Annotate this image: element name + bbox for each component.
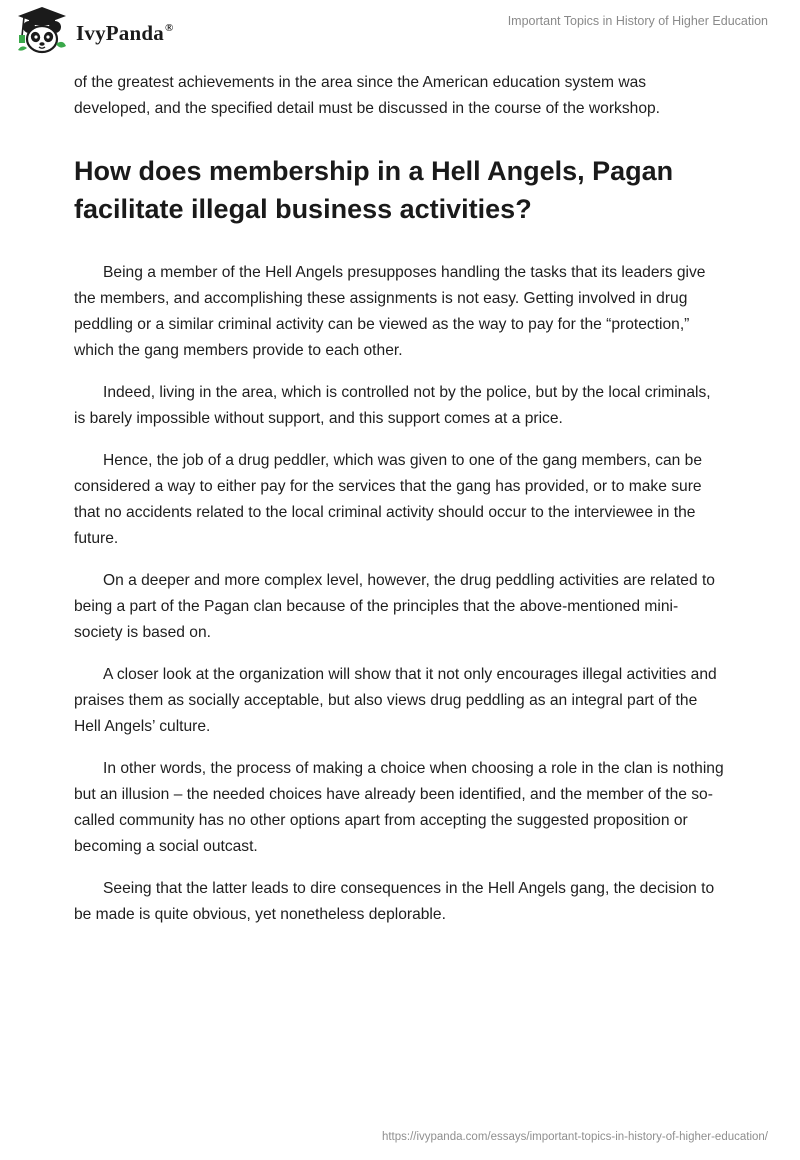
paragraph-6: In other words, the process of making a choice when choosing a role in the clan is nothing but an illusion – the needed choices have already been identified, and the member of the so-called community has no other options apart from accepting the suggested proposition or becoming a social outcast. (74, 760, 724, 855)
section-heading: How does membership in a Hell Angels, Pagan facilitate illegal business activities? (74, 156, 674, 224)
paragraph-2: Indeed, living in the area, which is controlled not by the police, but by the local criminals, is barely impossible without support, and this support comes at a price. (74, 384, 711, 427)
intro-paragraph: of the greatest achievements in the area since the American education system was developed, and the specified detail must be discussed in the course of the workshop. (74, 74, 660, 117)
page-header (0, 0, 800, 70)
source-url[interactable]: https://ivypanda.com/essays/important-topics-in-history-of-higher-education/ (381, 1131, 768, 1143)
paragraph-4: On a deeper and more complex level, however, the drug peddling activities are related to being a part of the Pagan clan because of the principles that the above-mentioned mini-society is based on. (74, 572, 715, 641)
paragraph-3: Hence, the job of a drug peddler, which was given to one of the gang members, can be considered a way to either pay for the services that the gang has provided, or to make sure that no accidents related to the local criminal activity should occur to the interviewee in the future. (74, 452, 703, 547)
paragraph-1: Being a member of the Hell Angels presupposes handling the tasks that its leaders give the members, and accomplishing these assignments is not easy. Getting involved in drug peddling or a similar criminal activity can be viewed as the way to pay for the “protection,” which the gang members provide to each other. (74, 264, 706, 359)
ivypanda-logo[interactable] (14, 6, 173, 56)
logo-wordmark (76, 21, 173, 46)
panda-graduate-icon (14, 6, 70, 56)
document-title: Important Topics in History of Higher Education (507, 14, 768, 28)
registered-mark: ® (164, 21, 174, 34)
paragraph-5: A closer look at the organization will show that it not only encourages illegal activities and praises them as socially acceptable, but also views drug peddling as an integral part of the Hell Angels’ culture. (74, 666, 717, 735)
brand-name: IvyPanda (76, 20, 164, 45)
article-body (74, 70, 726, 944)
paragraph-7: Seeing that the latter leads to dire consequences in the Hell Angels gang, the decision to be made is quite obvious, yet nonetheless deplorable. (74, 880, 715, 923)
